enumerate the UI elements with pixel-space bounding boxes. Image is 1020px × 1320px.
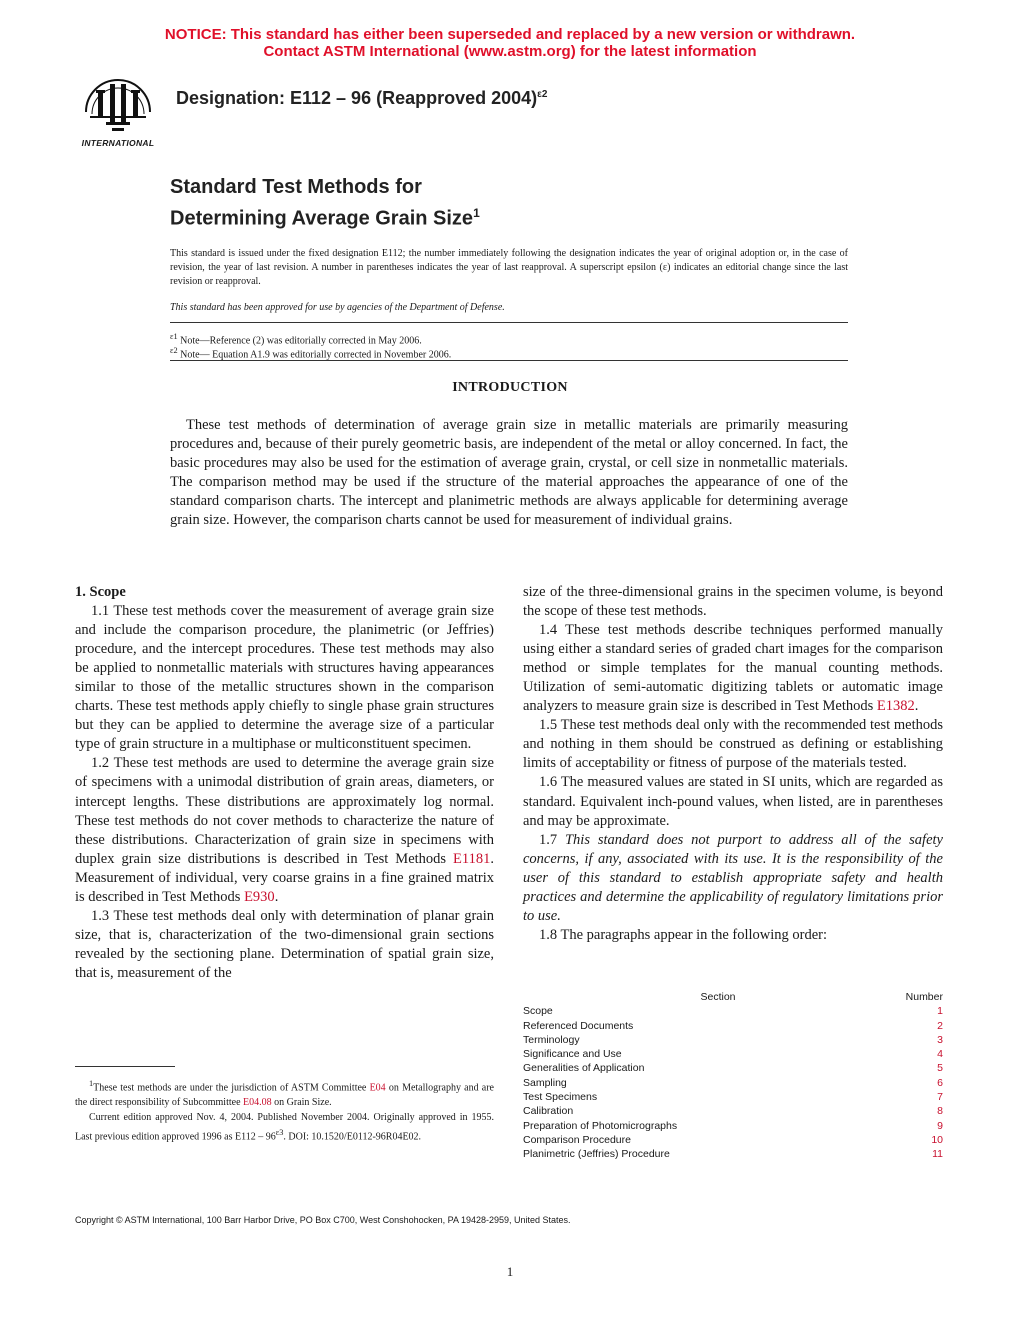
link-e930[interactable]: E930 [244, 888, 275, 905]
title-sup: 1 [473, 206, 480, 220]
link-e1382[interactable]: E1382 [876, 698, 915, 715]
para-1-7-number: 1.7 [539, 831, 565, 848]
footnote-edition [75, 1110, 494, 1144]
issued-statement: This standard is issued under the fixed designation E112; the number immediately following the designation indicates the year of original adoption or, in the case of revision, the year of last revision. A number in parentheses indicates the year of last reapproval. A superscript epsilon (ε) indicates an editorial change since the last revision or reapproval. [170, 248, 848, 287]
title-line-2: Determining Average Grain Size [170, 207, 474, 230]
toc-number-link[interactable]: 10 [931, 1133, 943, 1146]
footnote-rule [75, 1066, 175, 1067]
table-row [523, 1147, 943, 1161]
footnote-text-c: on Grain Size. [271, 1097, 332, 1109]
note-1-sup: ε1 [170, 332, 178, 341]
logo-caption: INTERNATIONAL [81, 138, 155, 148]
toc-number-link[interactable]: 5 [937, 1062, 943, 1075]
para-1-3-continued: size of the three-dimensional grains in the specimen volume, is beyond the scope of these test methods. [523, 584, 943, 620]
left-column [75, 583, 494, 983]
toc-section: Significance and Use [523, 1048, 622, 1061]
table-row [523, 1061, 943, 1075]
table-row [523, 1004, 943, 1018]
designation-text: Designation: E112 – 96 (Reapproved 2004) [176, 88, 538, 108]
link-e1181[interactable]: E1181 [453, 850, 491, 867]
designation-sup: ε2 [537, 89, 548, 100]
section-table [523, 990, 943, 1162]
table-row [523, 1104, 943, 1118]
table-row [523, 1119, 943, 1133]
supersession-notice [0, 26, 1020, 60]
designation [176, 88, 547, 109]
table-row [523, 1076, 943, 1090]
toc-number-link[interactable]: 8 [937, 1105, 943, 1118]
section-table-header [523, 990, 943, 1004]
note-1-text: Note—Reference (2) was editorially corrected in May 2006. [180, 335, 422, 347]
scope-heading: 1. Scope [75, 584, 126, 600]
divider-top [170, 322, 848, 323]
introduction-heading: INTRODUCTION [452, 380, 568, 395]
toc-section: Generalities of Application [523, 1062, 645, 1075]
toc-section: Comparison Procedure [523, 1133, 631, 1146]
toc-section: Calibration [523, 1105, 574, 1118]
para-1-4 [523, 621, 943, 716]
toc-section: Planimetric (Jeffries) Procedure [523, 1148, 670, 1161]
para-1-4-text-a: 1.4 These test methods describe techniques performed manually using either a standard series of graded chart images for the comparison method or simple templates for the manual counting methods. Utilization of semi-automatic digitizing tablets or automatic image analyzers to measure grain size is described in Test Methods [523, 622, 943, 715]
toc-number-link[interactable]: 1 [937, 1005, 943, 1018]
para-1-2-text-a: 1.2 These test methods are used to determine the average grain size of specimens with a unimodal distribution of grain areas, diameters, or intercept lengths. These distributions are approximately log normal. These test methods do not cover methods to characterize the nature of these distributions. Characterization of grain size in specimens with duplex grain size distributions is described in Test Methods [75, 755, 494, 867]
para-1-5: 1.5 These test methods deal only with the recommended test methods and nothing in them should be construed as defining or establishing limits of acceptability or fitness of purpose of the materials tested. [523, 717, 943, 772]
document-title [170, 174, 480, 232]
note-2-sup: ε2 [170, 346, 178, 355]
edition-text-b: . DOI: 10.1520/E0112-96R04E02. [283, 1131, 422, 1143]
edition-sup: ε3 [275, 1128, 284, 1138]
toc-section: Preparation of Photomicrographs [523, 1119, 678, 1132]
toc-section: Referenced Documents [523, 1019, 634, 1032]
footnote-1 [75, 1076, 494, 1110]
notice-line-2: Contact ASTM International (www.astm.org) for the latest information [263, 43, 757, 60]
toc-number-link[interactable]: 4 [937, 1048, 943, 1061]
astm-logo [76, 72, 160, 150]
page-number: 1 [506, 1264, 514, 1279]
para-1-4-text-b: . [914, 698, 919, 715]
section-table-rows [523, 1004, 943, 1161]
notice-line-1: NOTICE: This standard has either been superseded and replaced by a new version or withdrawn. [164, 26, 856, 43]
header-number: Number [905, 991, 943, 1003]
title-line-1: Standard Test Methods for [170, 176, 422, 198]
toc-number-link[interactable]: 11 [932, 1148, 943, 1161]
toc-section: Sampling [523, 1076, 567, 1089]
para-1-8: 1.8 The paragraphs appear in the following order: [539, 926, 828, 943]
copyright: Copyright © ASTM International, 100 Barr Harbor Drive, PO Box C700, West Conshohocken, PA 19428-2959, United States. [75, 1215, 571, 1225]
table-row [523, 1090, 943, 1104]
para-1-7-text: This standard does not purport to address all of the safety concerns, if any, associated with its use. It is the responsibility of the user of this standard to establish appropriate safety and health practices and determine the applicability of regulatory limitations prior to use. [523, 831, 943, 924]
para-1-6: 1.6 The measured values are stated in SI units, which are regarded as standard. Equivalent inch-pound values, when listed, are in parentheses and may be approximate. [523, 774, 943, 829]
toc-number-link[interactable]: 3 [937, 1033, 943, 1046]
toc-number-link[interactable]: 7 [937, 1091, 943, 1104]
link-e04[interactable]: E04 [369, 1082, 386, 1094]
dod-approval: This standard has been approved for use by agencies of the Department of Defense. [170, 302, 505, 313]
edition-text-a: Current edition approved Nov. 4, 2004. Published November 2004. Originally approved in 1955. Last previous edition approved 1996 as E112 – 96 [75, 1112, 494, 1143]
table-row [523, 1033, 943, 1047]
toc-number-link[interactable]: 9 [937, 1119, 943, 1132]
note-2-text: Note— Equation A1.9 was editorially corrected in November 2006. [180, 349, 452, 361]
footnote-text-a: These test methods are under the jurisdiction of ASTM Committee [93, 1082, 370, 1094]
footnote-sup: 1 [89, 1079, 94, 1088]
table-row [523, 1019, 943, 1033]
link-e04-08[interactable]: E04.08 [243, 1097, 272, 1109]
right-column [523, 583, 943, 945]
toc-section: Scope [523, 1005, 553, 1018]
toc-number-link[interactable]: 6 [937, 1076, 943, 1089]
para-1-2-text-b: . Measurement of individual, very coarse grains in a fine grained matrix is described in Test Methods [75, 850, 494, 905]
toc-section: Terminology [523, 1033, 580, 1046]
para-1-1: 1.1 These test methods cover the measurement of average grain size and include the comparison procedure, the planimetric (or Jeffries) procedure, and the intercept procedures. These test methods may also be applied to nonmetallic materials with structures having appearances similar to those of the metallic structures shown in the comparison charts. These test methods apply chiefly to single phase grain structures but they can be applied to determine the average size of a particular type of grain structure in a multiphase or multiconstituent specimen. [75, 603, 494, 753]
introduction-text: These test methods of determination of average grain size in metallic materials are primarily measuring procedures and, because of their purely geometric basis, are independent of the metal or alloy concerned. In fact, the basic procedures may also be used for the estimation of average grain, crystal, or cell size in nonmetallic materials. The comparison method may be used if the structure of the material approaches the appearance of one of the standard comparison charts. The intercept and planimetric methods are always applicable for determining average grain size. However, the comparison charts cannot be used for measurement of individual grains. [170, 417, 848, 529]
divider-bottom [170, 360, 848, 361]
table-row [523, 1047, 943, 1061]
header-section: Section [700, 991, 736, 1003]
toc-number-link[interactable]: 2 [937, 1019, 943, 1032]
para-1-2-text-c: . [274, 888, 279, 905]
table-row [523, 1133, 943, 1147]
para-1-2 [75, 754, 494, 906]
toc-section: Test Specimens [523, 1091, 598, 1104]
footnotes [75, 1076, 494, 1145]
para-1-7 [523, 831, 943, 926]
footnote-text-b: on Metallography and are the direct responsibility of Subcommittee [75, 1082, 494, 1109]
para-1-3: 1.3 These test methods deal only with determination of planar grain size, that is, characterization of the two-dimensional grain sections revealed by the sectioning plane. Determination of spatial grain size, that is, measurement of the [75, 907, 494, 981]
